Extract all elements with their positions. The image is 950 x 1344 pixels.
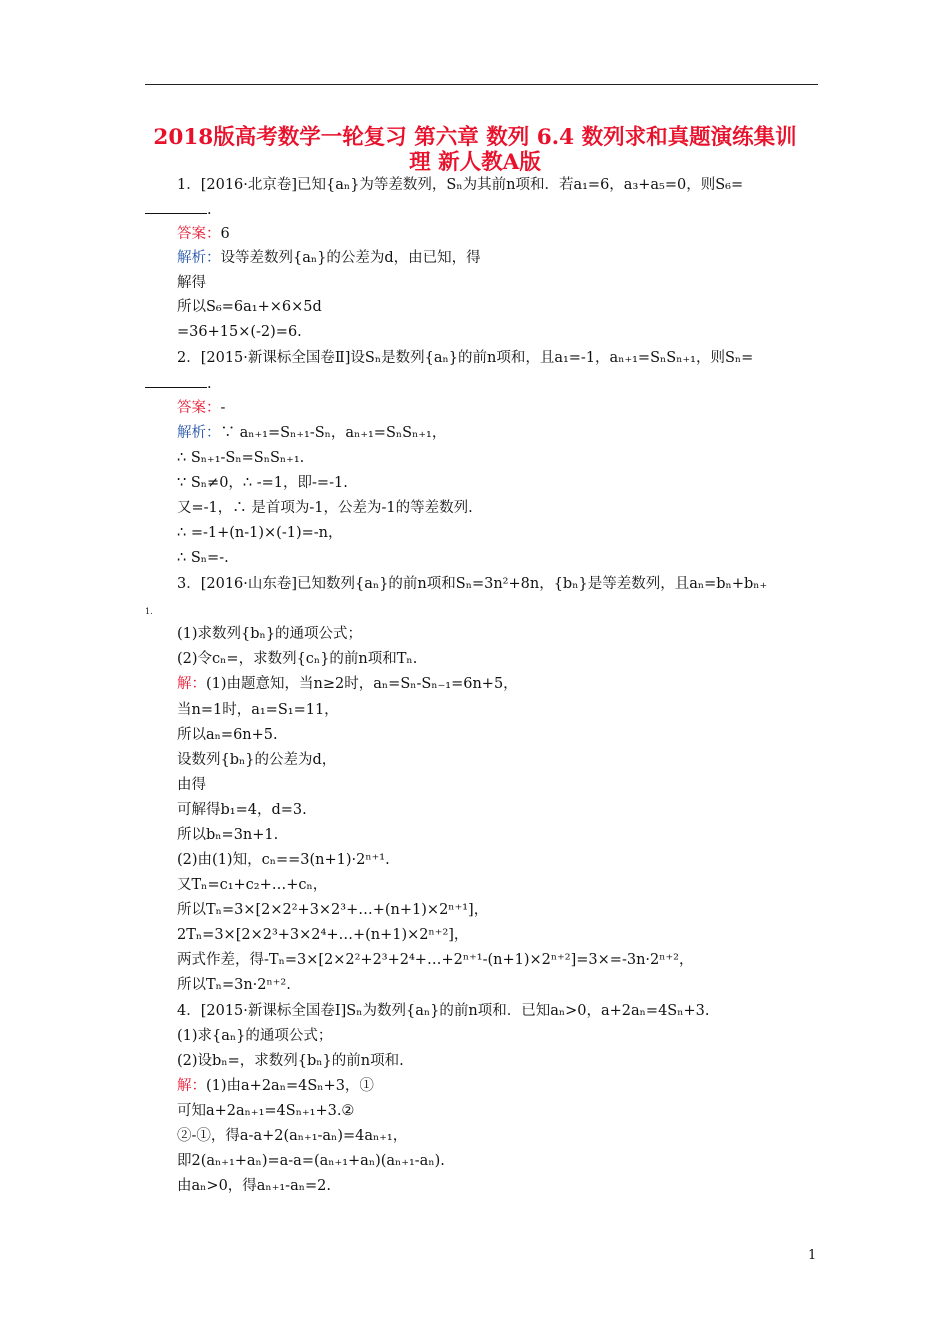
problem-2-blank: . <box>145 373 212 394</box>
text-line: 两式作差，得-Tₙ=3×[2×2²+2³+2⁴+…+2ⁿ⁺¹-(n+1)×2ⁿ⁺²]=3×=-3n·2ⁿ⁺²， <box>177 952 694 968</box>
text-line: =36+15×(-2)=6. <box>177 324 302 340</box>
problem-2-answer: 答案：- <box>177 400 226 416</box>
text-line: 所以Tₙ=3×[2×2²+3×2³+…+(n+1)×2ⁿ⁺¹]， <box>177 902 489 918</box>
text-line: ②-①，得a-a+2(aₙ₊₁-aₙ)=4aₙ₊₁， <box>177 1128 408 1144</box>
answer-blank <box>145 199 207 214</box>
text-line: (2)由(1)知，cₙ==3(n+1)·2ⁿ⁺¹. <box>177 852 390 868</box>
problem-1-answer: 答案：6 <box>177 226 230 242</box>
text-line: 又=-1，∴ 是首项为-1，公差为-1的等差数列. <box>177 500 473 516</box>
text-line: (2)设bₙ=，求数列{bₙ}的前n项和. <box>177 1053 404 1069</box>
text-line: 解得 <box>177 275 206 291</box>
text-line: 即2(aₙ₊₁+aₙ)=a-a=(aₙ₊₁+aₙ)(aₙ₊₁-aₙ). <box>177 1153 445 1169</box>
problem-3-solution: 解：(1)由题意知，当n≥2时，aₙ=Sₙ-Sₙ₋₁=6n+5， <box>177 676 518 692</box>
text-line: 所以S₆=6a₁+×6×5d <box>177 299 322 315</box>
problem-4-solution: 解：(1)由a+2aₙ=4Sₙ+3，① <box>177 1078 374 1094</box>
text-line: (2)令cₙ=，求数列{cₙ}的前n项和Tₙ. <box>177 651 418 667</box>
problem-2-statement: 2．[2015·新课标全国卷Ⅱ]设Sₙ是数列{aₙ}的前n项和，且a₁=-1，aₙ₊₁=SₙSₙ₊₁，则Sₙ= <box>177 350 754 366</box>
page-number: 1 <box>808 1248 817 1263</box>
text-line: 当n=1时，a₁=S₁=11， <box>177 702 339 718</box>
solution-label: 解： <box>177 676 206 692</box>
problem-2-analysis: 解析：∵ aₙ₊₁=Sₙ₊₁-Sₙ，aₙ₊₁=SₙSₙ₊₁， <box>177 425 447 441</box>
text-line: ∴ =-1+(n-1)×(-1)=-n， <box>177 525 343 541</box>
text-line: (1)求数列{bₙ}的通项公式； <box>177 626 363 642</box>
text-line: ∴ Sₙ₊₁-Sₙ=SₙSₙ₊₁. <box>177 450 305 466</box>
text-line: (1)求{aₙ}的通项公式； <box>177 1028 333 1044</box>
header-rule <box>145 84 818 85</box>
text-line: 1. <box>145 607 153 616</box>
text-line: 设数列{bₙ}的公差为d， <box>177 752 337 768</box>
text-line: 所以bₙ=3n+1. <box>177 827 279 843</box>
document-title-line1: 2018版高考数学一轮复习 第六章 数列 6.4 数列求和真题演练集训 <box>153 125 797 150</box>
text-line: 由aₙ>0，得aₙ₊₁-aₙ=2. <box>177 1178 331 1194</box>
text-line: 可解得b₁=4，d=3. <box>177 802 307 818</box>
answer-label: 答案： <box>177 400 221 416</box>
problem-4-statement: 4．[2015·新课标全国卷Ⅰ]Sₙ为数列{aₙ}的前n项和．已知aₙ>0，a+2aₙ=4Sₙ+3. <box>177 1003 710 1019</box>
text-line: 可知a+2aₙ₊₁=4Sₙ₊₁+3.② <box>177 1103 355 1119</box>
analysis-label: 解析： <box>177 250 221 266</box>
document-title-line2: 理 新人教A版 <box>409 150 541 175</box>
problem-1-blank: . <box>145 199 212 220</box>
analysis-label: 解析： <box>177 425 221 441</box>
answer-blank <box>145 373 207 388</box>
text-line: 所以Tₙ=3n·2ⁿ⁺². <box>177 977 291 993</box>
text-line: 由得 <box>177 777 206 793</box>
solution-label: 解： <box>177 1078 206 1094</box>
text-line: 又Tₙ=c₁+c₂+…+cₙ， <box>177 877 328 893</box>
text-line: 2Tₙ=3×[2×2³+3×2⁴+…+(n+1)×2ⁿ⁺²]， <box>177 927 469 943</box>
text-line: ∴ Sₙ=-. <box>177 550 229 566</box>
text-line: ∵ Sₙ≠0，∴ -=1，即-=-1. <box>177 475 348 491</box>
problem-1-analysis: 解析：设等差数列{aₙ}的公差为d，由已知，得 <box>177 250 481 266</box>
problem-3-statement: 3．[2016·山东卷]已知数列{aₙ}的前n项和Sₙ=3n²+8n，{bₙ}是等差数列，且aₙ=bₙ+bₙ₊ <box>177 576 768 592</box>
text-line: 所以aₙ=6n+5. <box>177 727 278 743</box>
problem-1-statement: 1．[2016·北京卷]已知{aₙ}为等差数列，Sₙ为其前n项和．若a₁=6，a₃+a₅=0，则S₆= <box>177 177 744 193</box>
answer-label: 答案： <box>177 226 221 242</box>
